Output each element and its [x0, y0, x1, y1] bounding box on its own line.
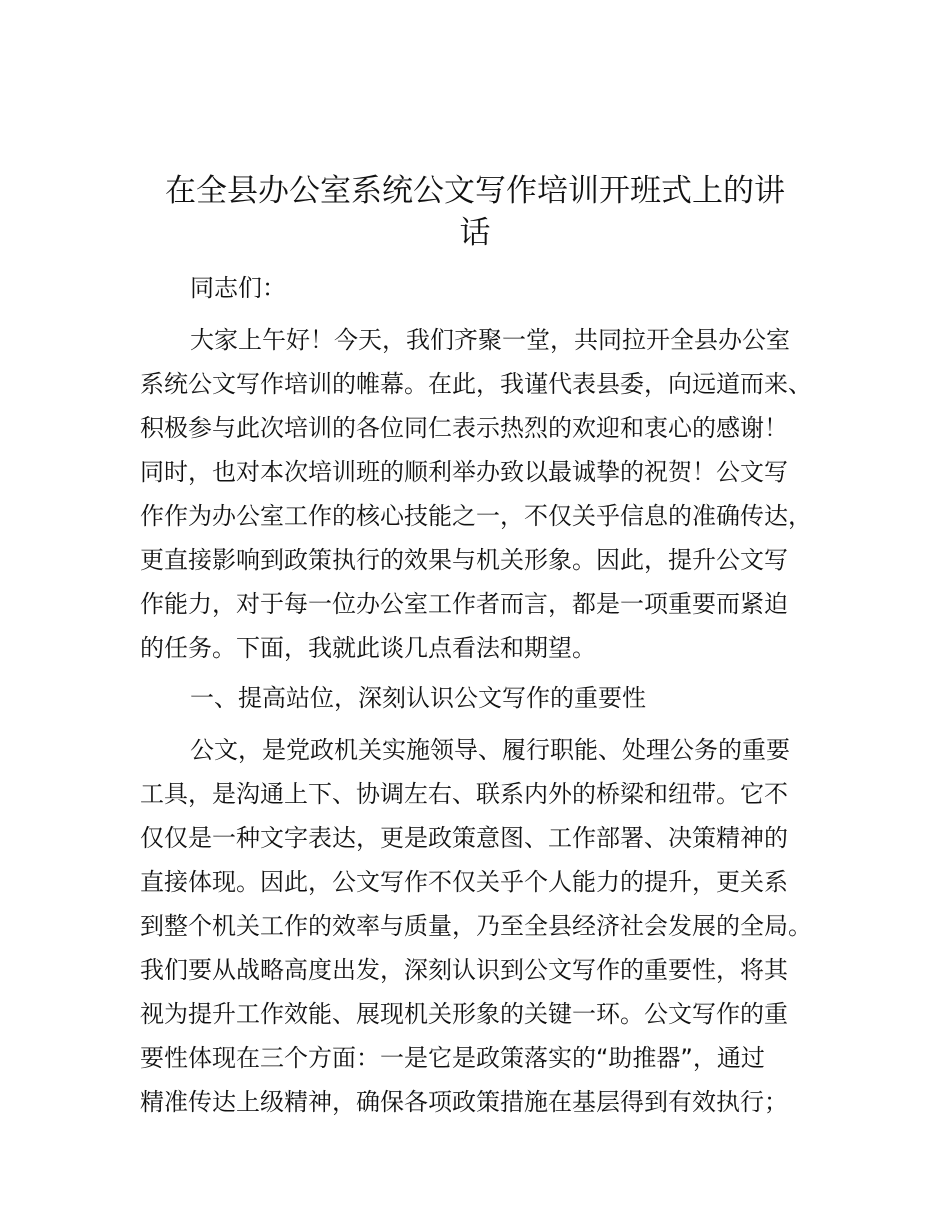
salutation: 同志们： — [190, 274, 286, 302]
body-line: 到整个机关工作的效率与质量，乃至全县经济社会发展的全局。 — [140, 912, 812, 940]
document-title-line-2: 话 — [459, 215, 491, 251]
document-title-line-1: 在全县办公室系统公文写作培训开班式上的讲 — [165, 173, 785, 209]
body-line: 视为提升工作效能、展现机关形象的关键一环。公文写作的重 — [140, 1000, 788, 1028]
body-line: 工具，是沟通上下、协调左右、联系内外的桥梁和纽带。它不 — [140, 780, 788, 808]
body-line: 仅仅是一种文字表达，更是政策意图、工作部署、决策精神的 — [140, 824, 788, 852]
body-line: 精准传达上级精神，确保各项政策措施在基层得到有效执行； — [140, 1088, 788, 1116]
body-line: 公文，是党政机关实施领导、履行职能、处理公务的重要 — [190, 736, 790, 764]
body-line: 要性体现在三个方面：一是它是政策落实的“助推器”，通过 — [140, 1044, 765, 1072]
body-line: 更直接影响到政策执行的效果与机关形象。因此，提升公文写 — [140, 546, 788, 574]
section-heading: 一、提高站位，深刻认识公文写作的重要性 — [190, 684, 646, 712]
body-line: 我们要从战略高度出发，深刻认识到公文写作的重要性，将其 — [140, 956, 788, 984]
body-line: 作作为办公室工作的核心技能之一，不仅关乎信息的准确传达， — [140, 502, 812, 530]
body-line: 积极参与此次培训的各位同仁表示热烈的欢迎和衷心的感谢！ — [140, 414, 788, 442]
body-line: 系统公文写作培训的帷幕。在此，我谨代表县委，向远道而来、 — [140, 370, 812, 398]
body-line: 同时，也对本次培训班的顺利举办致以最诚挚的祝贺！公文写 — [140, 458, 788, 486]
body-line: 作能力，对于每一位办公室工作者而言，都是一项重要而紧迫 — [140, 590, 788, 618]
body-line: 大家上午好！今天，我们齐聚一堂，共同拉开全县办公室 — [190, 326, 790, 354]
body-line: 直接体现。因此，公文写作不仅关乎个人能力的提升，更关系 — [140, 868, 788, 896]
body-line: 的任务。下面，我就此谈几点看法和期望。 — [140, 634, 596, 662]
